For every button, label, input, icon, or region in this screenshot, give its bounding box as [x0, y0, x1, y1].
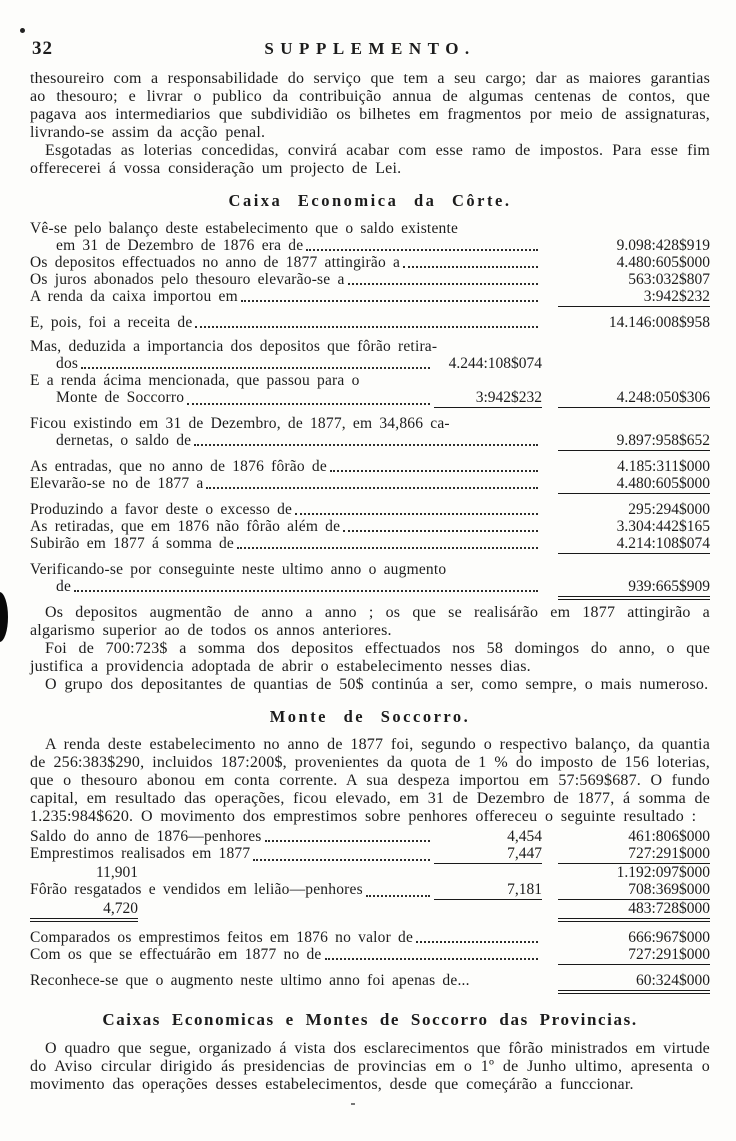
table-row: [30, 389, 710, 408]
row-right-cell: [542, 389, 710, 408]
dotted-leader: [330, 470, 538, 472]
table-row: [30, 501, 710, 518]
row-right-value: 4.480:605$000: [616, 254, 710, 271]
row-label: Comparados os emprestimos feitos em 1876 no valor de: [30, 929, 542, 946]
row-label: As entradas, que no anno de 1876 fôrão de: [30, 458, 542, 475]
row-label: A renda da caixa importou em: [30, 288, 542, 305]
row-label: As retiradas, que em 1876 não fôrão além de: [30, 518, 542, 535]
row-label: Emprestimos realisados em 1877 7,447: [30, 845, 542, 862]
row-mid-value: 4,720: [30, 900, 138, 922]
row-label: Produzindo a favor deste o excesso de: [30, 501, 542, 518]
table-row: [30, 561, 710, 578]
table-row: [30, 518, 710, 535]
row-label: E, pois, foi a receita de: [30, 314, 542, 331]
row-label: Ficou existindo em 31 de Dezembro, de 1877, em 34,866 ca-: [30, 415, 450, 432]
row-label: dernetas, o saldo de: [30, 432, 542, 449]
row-right-value: 461:806$000: [628, 828, 710, 845]
table-row: [30, 881, 710, 900]
table-row: [30, 432, 710, 451]
dotted-leader: [187, 403, 430, 405]
row-right-cell: [542, 288, 710, 307]
dotted-leader: [237, 547, 538, 549]
table-row: [30, 338, 710, 355]
row-label: Fôrão resgatados e vendidos em lelião—penhores 7,181: [30, 881, 542, 898]
row-right-cell: [542, 828, 710, 845]
row-right-cell: [542, 254, 710, 271]
table-row: [30, 578, 710, 600]
row-label: Saldo do anno de 1876—penhores 4,454: [30, 828, 542, 845]
table-row: [30, 972, 710, 994]
row-label: Os juros abonados pelo thesouro elevarão-se a: [30, 271, 542, 288]
caixa-paragraph-3: O grupo dos depositantes de quantias de 50$ continúa a ser, como sempre, o mais numeroso.: [45, 676, 709, 693]
page-header: [30, 40, 710, 62]
dotted-leader: [325, 958, 539, 960]
row-right-cell: [542, 432, 710, 451]
table-row: [30, 314, 710, 331]
row-right-cell: [542, 972, 710, 994]
row-right-value: 60:324$000: [558, 972, 710, 994]
dotted-leader: [416, 941, 538, 943]
table-row: [30, 237, 710, 254]
row-right-cell: [542, 458, 710, 475]
row-right-value: 9.098:428$919: [616, 237, 710, 254]
dotted-leader: [206, 487, 538, 489]
row-right-value: 4.480:605$000: [558, 475, 710, 494]
row-label: E a renda ácima mencionada, que passou para o: [30, 372, 360, 389]
row-right-value: 1.192:097$000: [616, 864, 710, 881]
table-row: [30, 475, 710, 494]
row-label: de: [30, 578, 542, 595]
table-row: [30, 220, 710, 237]
table-row: [30, 271, 710, 288]
row-right-cell: [542, 845, 710, 864]
row-right-cell: [542, 864, 710, 881]
scan-speck: [20, 28, 25, 33]
row-right-cell: [542, 578, 710, 600]
intro-paragraph-1: thesoureiro com a responsabilidade do serviço que tem a seu cargo; dar as maiores garantias ao thesouro; e livrar o publico da contribuição annua de algumas centenas de contos, que pagava aos intermediarios que subdividião os bilhetes em fragmentos por meio de assignaturas, livrando-se assim da acção penal.: [30, 70, 710, 141]
intro-paragraph-2: Esgotadas as loterias concedidas, convirá acabar com esse ramo de impostos. Para esse fim offerecerei á vossa consideração um projecto de Lei.: [30, 142, 710, 177]
row-label: dos 4.244:108$074: [56, 355, 542, 372]
scan-speck: [351, 1103, 355, 1105]
dotted-leader: [348, 283, 538, 285]
table-row: [30, 946, 710, 965]
dotted-leader: [403, 266, 538, 268]
table-row: [30, 900, 710, 922]
row-label: [30, 864, 542, 881]
dotted-leader: [241, 300, 538, 302]
row-right-value: 708:369$000: [558, 881, 710, 900]
dotted-leader: [81, 367, 430, 369]
table-row: [30, 415, 710, 432]
table-row: [30, 254, 710, 271]
row-right-value: 9.897:958$652: [558, 432, 710, 451]
dotted-leader: [343, 530, 538, 532]
row-label: [30, 900, 542, 922]
row-right-cell: [542, 237, 710, 254]
row-right-cell: [542, 271, 710, 288]
row-mid-value: 11,901: [95, 864, 138, 881]
row-right-cell: [542, 535, 710, 554]
row-right-cell: [542, 929, 710, 946]
table-row: [30, 458, 710, 475]
page-number: 32: [32, 38, 53, 59]
row-label: Os depositos effectuados no anno de 1877 attingirão a: [30, 254, 542, 271]
row-label: Verificando-se por conseguinte neste ultimo anno o augmento: [30, 561, 447, 578]
row-right-value: 666:967$000: [628, 929, 710, 946]
row-right-value: 563:032$807: [628, 271, 710, 288]
row-right-value: 3:942$232: [558, 288, 710, 307]
table-row: [30, 372, 710, 389]
row-label: Subirão em 1877 á somma de: [30, 535, 542, 552]
row-right-value: 14.146:008$958: [608, 314, 710, 331]
page-title: SUPPLEMENTO.: [264, 39, 476, 58]
row-right-cell: [542, 314, 710, 331]
row-right-value: 4.248:050$306: [558, 389, 710, 408]
row-mid-value: 7,181: [434, 881, 542, 900]
monte-paragraph: A renda deste estabelecimento no anno de 1877 foi, segundo o respectivo balanço, da quantia de 256:383$290, incluidos 187:200$, provenientes da quota de 1 % do imposto de 156 loterias, que o thesouro abonou em conta corrente. A sua despeza importou em 57:569$687. O fundo capital, em resultado das operações, ficou elevado, em 31 de Dezembro de 1877, á somma de 1.235:984$620. O movimento dos emprestimos sobre penhores offereceu o seguinte resultado :: [30, 736, 710, 825]
row-mid-value: 7,447: [434, 845, 542, 864]
row-right-value: 483:728$000: [558, 900, 710, 922]
section-heading-caixa: Caixa Economica da Côrte.: [228, 191, 512, 210]
dotted-leader: [253, 859, 430, 861]
row-right-value: 939:665$909: [558, 578, 710, 600]
row-right-cell: [542, 900, 710, 922]
row-right-cell: [542, 475, 710, 494]
row-label: Elevarão-se no de 1877 a: [30, 475, 542, 492]
dotted-leader: [194, 444, 538, 446]
row-right-cell: [542, 518, 710, 535]
dotted-leader: [74, 590, 538, 592]
row-label: Com os que se effectuárão em 1877 no de: [30, 946, 542, 963]
table-row: [30, 864, 710, 881]
caixa-paragraph-2: Foi de 700:723$ a somma dos depositos effectuados nos 58 domingos do anno, o que justifica a providencia adoptada de abrir o estabelecimento nesses dias.: [30, 640, 710, 675]
caixa-financial-table: [30, 220, 710, 600]
row-right-cell: [542, 501, 710, 518]
row-label: em 31 de Dezembro de 1876 era de: [30, 237, 542, 254]
row-right-value: 3.304:442$165: [616, 518, 710, 535]
table-row: [30, 929, 710, 946]
caixa-paragraph-1: Os depositos augmentão de anno a anno ; os que se realisárão em 1877 attingirão a algarismo superior ao de todos os annos anteriores.: [30, 604, 710, 639]
row-mid-value: 4.244:108$074: [448, 355, 542, 372]
dotted-leader: [195, 326, 538, 328]
provincias-paragraph: O quadro que segue, organizado á vista dos esclarecimentos que fôrão ministrados em virtude do Aviso circular dirigido ás presidencias de provincias em o 1º de Junho ultimo, apresenta o movimento das operações desses estabelecimentos, desde que começárão a funccionar.: [30, 1040, 710, 1093]
row-right-value: 295:294$000: [628, 501, 710, 518]
table-row: [30, 845, 710, 864]
row-right-value: 727:291$000: [558, 845, 710, 864]
dotted-leader: [366, 895, 430, 897]
row-label: Reconhece-se que o augmento neste ultimo anno foi apenas de...: [30, 972, 470, 989]
row-mid-value: 3:942$232: [434, 389, 542, 408]
row-mid-value: 4,454: [507, 828, 542, 845]
dotted-leader: [306, 249, 538, 251]
table-row: [30, 828, 710, 845]
section-heading-provincias: Caixas Economicas e Montes de Soccorro das Provincias.: [102, 1010, 638, 1029]
monte-financial-table: [30, 828, 710, 994]
row-right-cell: [542, 881, 710, 900]
row-right-value: 727:291$000: [558, 946, 710, 965]
table-row: [30, 535, 710, 554]
dotted-leader: [265, 840, 430, 842]
table-row: [30, 355, 710, 372]
dotted-leader: [295, 513, 538, 515]
section-heading-monte: Monte de Soccorro.: [269, 707, 471, 726]
row-label: Monte de Soccorro 3:942$232: [56, 389, 542, 406]
row-right-value: 4.185:311$000: [617, 458, 710, 475]
row-right-cell: [542, 946, 710, 965]
row-label: Mas, deduzida a importancia dos depositos que fôrão retira-: [30, 338, 438, 355]
row-right-value: 4.214:108$074: [558, 535, 710, 554]
row-label: Vê-se pelo balanço deste estabelecimento que o saldo existente: [30, 220, 459, 237]
table-row: [30, 288, 710, 307]
